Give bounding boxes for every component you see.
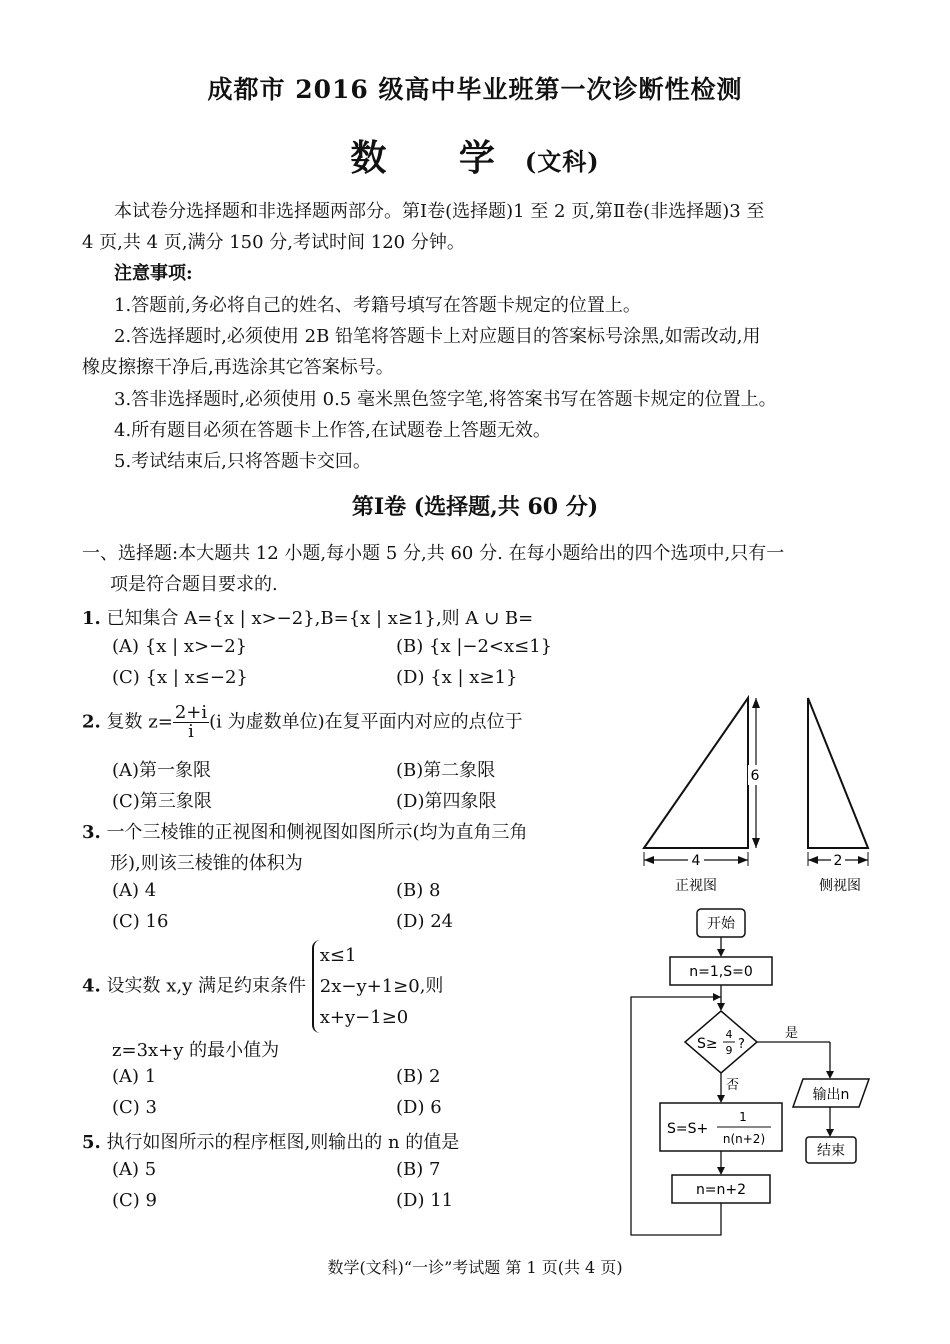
question-text: 执行如图所示的程序框图,则输出的 n 的值是 [106,1132,460,1153]
intro-line-1: 本试卷分选择题和非选择题两部分。第Ⅰ卷(选择题)1 至 2 页,第Ⅱ卷(非选择题)3 至 [114,201,765,222]
flow-condition-numerator: 4 [725,1028,733,1041]
section-title: 第Ⅰ卷 (选择题,共 60 分) [351,494,599,520]
side-view [808,698,868,894]
question-2 [82,704,523,741]
section-instruction-2: 项是符合题目要求的. [110,574,278,595]
question-number: 2. [82,711,101,733]
flow-condition-text: S≥ [697,1036,718,1052]
flow-yes-label: 是 [785,1026,799,1041]
flow-condition-box [685,1011,757,1073]
note-2b: 橡皮擦擦干净后,再选涂其它答案标号。 [82,357,394,378]
subject-track: (文科) [524,147,600,176]
flow-update-s-text: S=S+ [667,1121,709,1137]
fraction-numerator: 2+i [174,702,208,723]
front-height-label: 6 [750,768,760,784]
subject-name: 数 学 [350,137,525,179]
flow-update-n-text: n=n+2 [695,1182,747,1198]
question-text: 一个三棱锥的正视图和侧视图如图所示(均为直角三角 [106,822,528,843]
q1-option-a: (A) {x | x>−2} [112,636,248,657]
question-number: 3. [82,822,101,843]
page-footer: 数学(文科)“一诊”考试题 第 1 页(共 4 页) [327,1258,623,1277]
flow-condition-question-mark: ? [738,1037,745,1052]
side-base-label: 2 [833,853,843,869]
fraction-denominator: i [188,721,194,742]
q2-option-a: (A)第一象限 [112,760,212,781]
front-base-label: 4 [691,853,701,869]
constraint-system [312,940,420,1033]
fraction [173,704,209,741]
q5-option-d: (D) 11 [396,1190,454,1211]
front-view-caption: 正视图 [675,878,717,894]
q2-option-c: (C)第三象限 [112,791,212,812]
q4-option-b: (B) 2 [396,1066,441,1087]
constraint-2: 2x−y+1≥0 [319,976,420,997]
q3-option-d: (D) 24 [396,911,454,932]
notes-title: 注意事项: [114,263,193,284]
flow-no-label: 否 [726,1078,740,1093]
side-view-caption: 侧视图 [819,878,861,894]
flow-init-text: n=1,S=0 [689,964,753,980]
flow-end-text: 结束 [817,1143,845,1159]
question-5 [82,1128,459,1154]
flow-output-text: 输出n [812,1087,850,1103]
subject-title [0,130,950,181]
q3-option-c: (C) 16 [112,911,169,932]
q1-option-b: (B) {x |−2<x≤1} [396,636,553,657]
flow-update-numerator: 1 [739,1110,747,1124]
q1-option-c: (C) {x | x≤−2} [112,667,248,688]
q1-option-d: (D) {x | x≥1} [396,667,518,688]
flow-start-text: 开始 [707,916,735,932]
question-text-post: (i 为虚数单位)在复平面内对应的点位于 [209,711,523,733]
q4-option-c: (C) 3 [112,1097,157,1118]
question-4 [82,940,443,1033]
q4-option-a: (A) 1 [112,1066,157,1087]
note-1: 1.答题前,务必将自己的姓名、考籍号填写在答题卡规定的位置上。 [114,295,641,316]
question-number: 4. [82,975,101,997]
q2-option-d: (D)第四象限 [396,791,497,812]
section-instruction-1: 一、选择题:本大题共 12 小题,每小题 5 分,共 60 分. 在每小题给出的四个选项中,只有一 [82,543,785,564]
question-text-post: ,则 [419,975,444,997]
q5-option-b: (B) 7 [396,1159,441,1180]
question-number: 1. [82,608,101,629]
intro-line-2: 4 页,共 4 页,满分 150 分,考试时间 120 分钟。 [82,232,465,253]
question-3 [82,818,528,844]
q3-option-b: (B) 8 [396,880,441,901]
three-view-figure [630,690,890,900]
question-text: 已知集合 A={x | x>−2},B={x | x≥1},则 A ∪ B= [106,608,534,629]
q4-option-d: (D) 6 [396,1097,442,1118]
q5-option-a: (A) 5 [112,1159,157,1180]
q3-option-a: (A) 4 [112,880,157,901]
question-text-pre: 设实数 x,y 满足约束条件 [106,975,307,997]
front-view [644,698,762,894]
question-number: 5. [82,1132,101,1153]
flowchart [625,905,885,1245]
note-5: 5.考试结束后,只将答题卡交回。 [114,451,371,472]
question-4-line-2: z=3x+y 的最小值为 [112,1040,280,1061]
constraint-3: x+y−1≥0 [319,1007,409,1028]
constraint-1: x≤1 [319,945,357,966]
question-text-pre: 复数 z= [106,711,173,733]
flow-update-denominator: n(n+2) [722,1132,766,1146]
flow-loop-line [631,997,721,1235]
question-3-line-2: 形),则该三棱锥的体积为 [110,853,303,874]
q2-option-b: (B)第二象限 [396,760,496,781]
flow-condition-denominator: 9 [725,1044,733,1057]
note-4: 4.所有题目必须在答题卡上作答,在试题卷上答题无效。 [114,420,551,441]
note-2a: 2.答选择题时,必须使用 2B 铅笔将答题卡上对应题目的答案标号涂黑,如需改动,用 [114,326,761,347]
question-1 [82,604,533,630]
exam-title: 成都市 2016 级高中毕业班第一次诊断性检测 [207,75,743,104]
note-3: 3.答非选择题时,必须使用 0.5 毫米黑色签字笔,将答案书写在答题卡规定的位置上。 [114,389,777,410]
q5-option-c: (C) 9 [112,1190,157,1211]
